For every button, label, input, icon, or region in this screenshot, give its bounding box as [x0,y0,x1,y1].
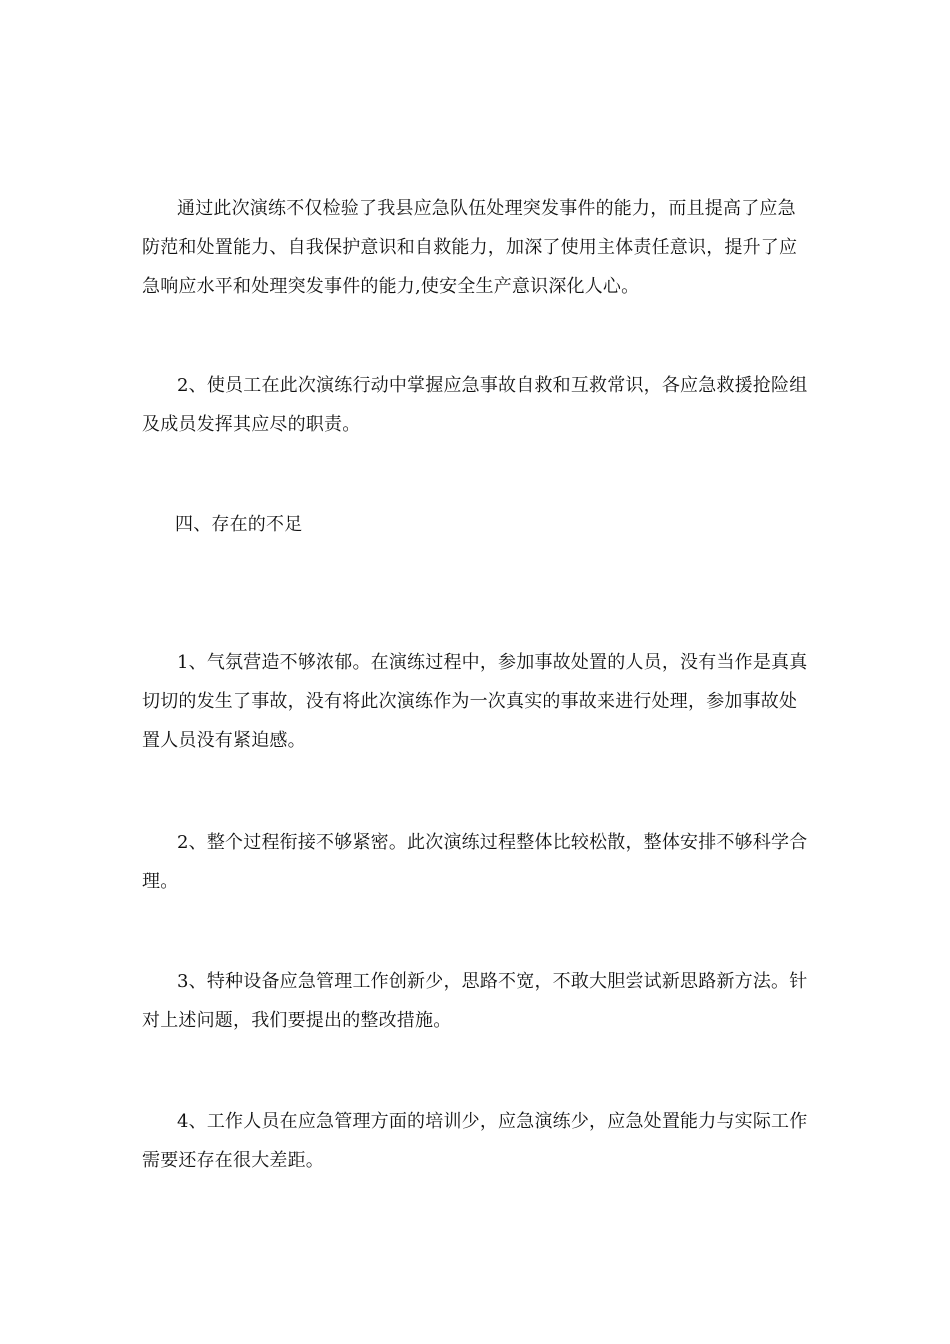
paragraph-item-2-coordination: 2、整个过程衔接不够紧密。此次演练过程整体比较松散，整体安排不够科学合理。 [142,832,808,892]
paragraph-item-4-training: 4、工作人员在应急管理方面的培训少，应急演练少，应急处置能力与实际工作需要还存在很大差距。 [142,1111,808,1171]
section-heading-shortcomings: 四、存在的不足 [175,514,303,535]
paragraph-item-2-staff-knowledge: 2、使员工在此次演练行动中掌握应急事故自救和互救常识，各应急救援抢险组及成员发挥其应尽的职责。 [142,375,808,435]
paragraph-drill-summary: 通过此次演练不仅检验了我县应急队伍处理突发事件的能力，而且提高了应急防范和处置能力、自我保护意识和自救能力，加深了使用主体责任意识，提升了应急响应水平和处理突发事件的能力,使安全生产意识深化人心。 [142,198,798,297]
paragraph-item-1-atmosphere: 1、气氛营造不够浓郁。在演练过程中，参加事故处置的人员，没有当作是真真切切的发生了事故，没有将此次演练作为一次真实的事故来进行处理，参加事故处置人员没有紧迫感。 [142,652,808,751]
paragraph-item-3-innovation: 3、特种设备应急管理工作创新少，思路不宽，不敢大胆尝试新思路新方法。针对上述问题，我们要提出的整改措施。 [142,971,808,1031]
